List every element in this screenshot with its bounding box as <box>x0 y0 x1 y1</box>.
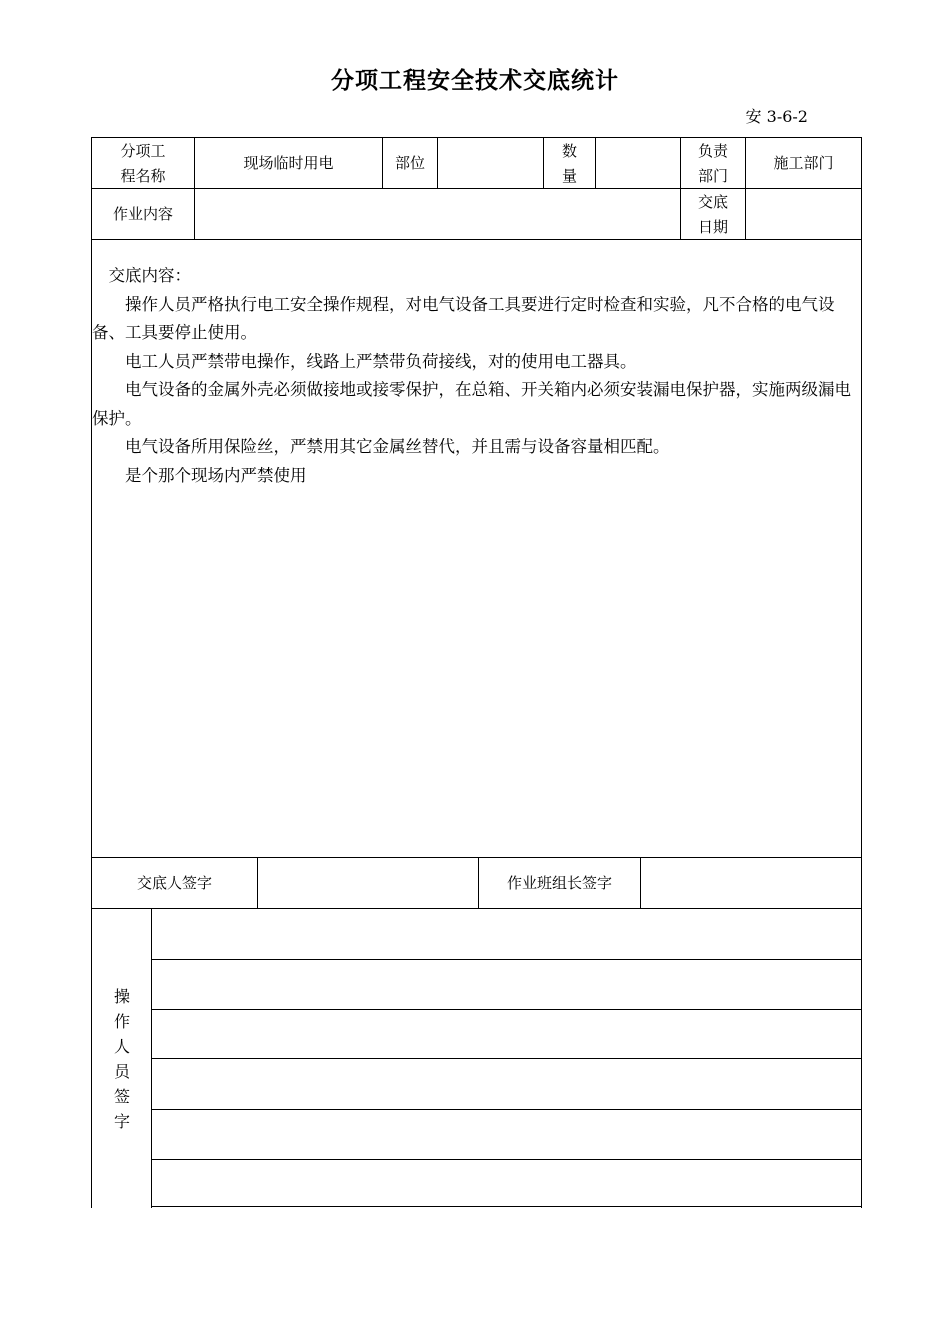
quantity-label-line2: 量 <box>561 166 577 185</box>
operator-label-char: 人 <box>113 1037 130 1056</box>
operator-signature-row[interactable] <box>153 910 861 959</box>
disclosure-date-label-line2: 日期 <box>697 217 728 236</box>
disclosure-date-label <box>681 189 745 240</box>
position-value[interactable] <box>438 138 543 189</box>
responsible-dept-label-line1: 负责 <box>697 141 728 160</box>
operator-signature-label <box>92 984 152 1134</box>
responsible-dept-value[interactable]: 施工部门 <box>773 154 834 172</box>
operator-label-char: 操 <box>113 987 130 1006</box>
operator-signature-row[interactable] <box>153 960 861 1009</box>
project-name-label-line1: 分项工 <box>120 141 166 160</box>
document-title: 分项工程安全技术交底统计 <box>331 68 619 94</box>
operator-label-char: 员 <box>113 1062 130 1081</box>
quantity-label <box>544 138 595 189</box>
disclosure-date-value[interactable] <box>746 189 861 240</box>
work-content-label: 作业内容 <box>112 205 173 223</box>
table-right-border <box>861 137 862 1208</box>
operator-signature-row[interactable] <box>153 1010 861 1058</box>
discloser-signature-label: 交底人签字 <box>136 874 212 892</box>
operator-label-char: 签 <box>113 1087 130 1106</box>
quantity-value[interactable] <box>596 138 680 189</box>
content-paragraph: 操作人员严格执行电工安全操作规程，对电气设备工具要进行定时检查和实验，凡不合格的电气设备、工具要停止使用。 <box>92 294 835 342</box>
content-paragraph: 是个那个现场内严禁使用 <box>125 465 307 485</box>
discloser-signature-field[interactable] <box>258 858 478 909</box>
operator-label-char: 字 <box>113 1112 130 1131</box>
operator-signature-row[interactable] <box>153 1059 861 1109</box>
project-name-value[interactable]: 现场临时用电 <box>243 154 334 172</box>
position-label: 部位 <box>394 154 425 172</box>
operator-signature-row[interactable] <box>153 1160 861 1206</box>
content-heading: 交底内容： <box>108 266 191 285</box>
work-content-value[interactable] <box>195 189 680 240</box>
disclosure-date-label-line1: 交底 <box>697 192 728 211</box>
disclosure-content <box>92 262 858 490</box>
operator-row-line-6 <box>151 1206 862 1207</box>
operator-label-char: 作 <box>113 1012 130 1031</box>
operator-signature-row[interactable] <box>153 1110 861 1159</box>
content-paragraph: 电气设备的金属外壳必须做接地或接零保护，在总箱、开关箱内必须安装漏电保护器，实施两级漏电保护。 <box>92 380 851 428</box>
document-code: 安 3-6-2 <box>745 107 808 126</box>
project-name-label <box>92 138 194 189</box>
content-paragraph: 电工人员严禁带电操作，线路上严禁带负荷接线，对的使用电工器具。 <box>125 351 637 371</box>
content-paragraph: 电气设备所用保险丝，严禁用其它金属丝替代，并且需与设备容量相匹配。 <box>125 437 670 456</box>
responsible-dept-label <box>681 138 745 189</box>
quantity-label-line1: 数 <box>561 141 577 160</box>
project-name-label-line2: 程名称 <box>120 166 166 185</box>
responsible-dept-label-line2: 部门 <box>697 166 728 185</box>
team-leader-signature-label: 作业班组长签字 <box>506 874 612 892</box>
team-leader-signature-field[interactable] <box>641 858 861 909</box>
